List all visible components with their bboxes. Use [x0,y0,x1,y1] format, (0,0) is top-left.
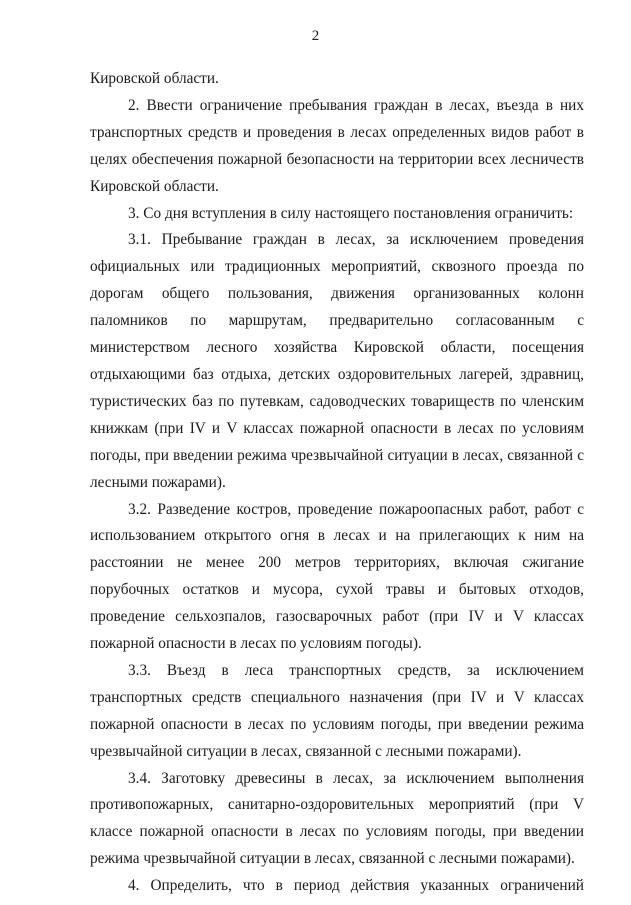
paragraph-item-3-4: 3.4. Заготовку древесины в лесах, за исключением выполнения противопожарных, санитарно-оздоровительных мероприятий (при V классе пожарной опасности в лесах по условиям погоды, при введении режима чрезвычайной ситуации в лесах, связанной с лесными пожарами). [90,769,584,868]
paragraph-item-3-2: 3.2. Разведение костров, проведение пожароопасных работ, работ с использованием открытого огня в лесах и на прилегающих к ним на расстоянии не менее 200 метров территориях, включая сжигание порубочных остатков и мусора, сухой травы и бытовых отходов, проведение сельхозпалов, газосварочных работ (при IV и V классах пожарной опасности в лесах по условиям погоды). [90,500,584,653]
paragraph-item-3-3: 3.3. Въезд в леса транспортных средств, за исключением транспортных средств специального назначения (при IV и V классах пожарной опасности в лесах по условиям погоды, при введении режима чрезвычайной ситуации в лесах, связанной с лесными пожарами). [90,661,584,760]
paragraph-item-4: 4. Определить, что в период действия указанных ограничений [128,877,584,895]
paragraph-continuation: Кировской области. [90,70,219,87]
page-number: 2 [311,28,320,44]
paragraph-item-3-1: 3.1. Пребывание граждан в лесах, за исключением проведения официальных или традиционных мероприятий, сквозного проезда по дорогам общего пользования, движения организованных колонн паломников по маршрутам, предварительно согласованным с министерством лесного хозяйства Кировской области, посещения отдыхающими баз отдыха, детских оздоровительных лагерей, здравниц, туристических баз по путевкам, садоводческих товариществ по членским книжкам (при IV и V классах пожарной опасности в лесах по условиям погоды, при введении режима чрезвычайной ситуации в лесах, связанной с лесными пожарами). [90,231,584,491]
paragraph-item-3: 3. Со дня вступления в силу настоящего постановления ограничить: [128,204,574,222]
document-body [90,66,584,900]
paragraph-item-2: 2. Ввести ограничение пребывания граждан в лесах, въезда в них транспортных средств и проведения в лесах определенных видов работ в целях обеспечения пожарной безопасности на территории всех лесничеств Кировской области. [90,96,584,195]
